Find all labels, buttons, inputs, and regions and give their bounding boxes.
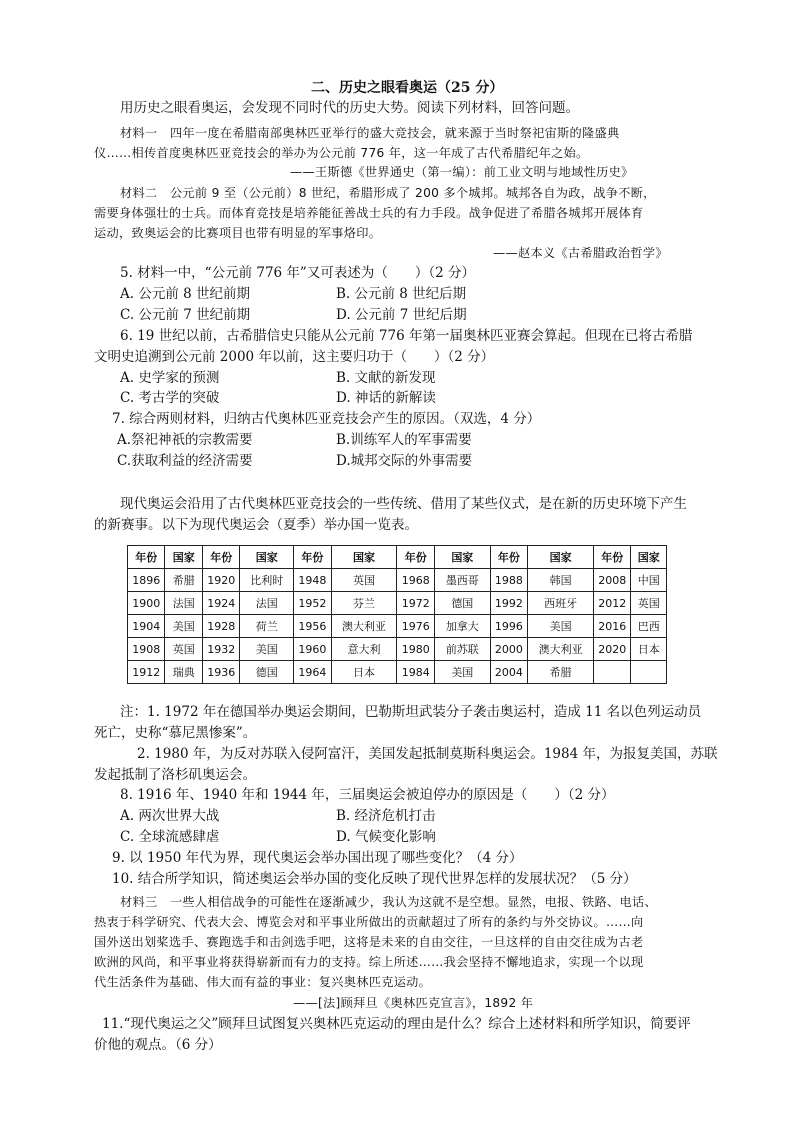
note2-line1: 2. 1980 年，为反对苏联入侵阿富汗，美国发起抵制莫斯科奥运会。1984 年，为报复美国，苏联 [137,746,718,762]
q5-stem: 5. 材料一中，“公元前 776 年”又可表述为（ ）（2 分） [120,265,475,281]
material1-line2: 仪……相传首度奥林匹亚竞技会的举办为公元前 776 年，这一年成了古代希腊纪年之始。 [94,146,589,160]
table-row [128,592,667,615]
table-cell: 1960 [294,638,331,661]
q8-option-c: C. 全球流感肆虐 [120,829,220,845]
table-cell: 1992 [490,592,527,615]
table-cell: 德国 [434,592,490,615]
table-cell: 1952 [294,592,331,615]
q6-option-b: B. 文献的新发现 [336,370,436,386]
q10-stem: 10. 结合所学知识，简述奥运会举办国的变化反映了现代世界怎样的发展状况？（5 分） [112,871,637,887]
q6-stem-line1: 6. 19 世纪以前，古希腊信史只能从公元前 776 年第一届奥林匹亚赛会算起。但现在已将古希腊 [120,328,693,344]
table-cell: 1932 [202,638,239,661]
header-year: 年份 [202,546,239,569]
table-cell: 1896 [128,569,165,592]
table-cell: 英国 [331,569,397,592]
header-year: 年份 [594,546,631,569]
table-cell: 2008 [594,569,631,592]
table-cell: 1980 [397,638,434,661]
table-row [128,569,667,592]
table-cell: 瑞典 [165,661,202,684]
table-cell: 1924 [202,592,239,615]
table-cell: 加拿大 [434,615,490,638]
table-cell: 巴西 [631,615,667,638]
intro-text: 用历史之眼看奥运，会发现不同时代的历史大势。阅读下列材料，回答问题。 [120,100,579,116]
material3-source: ——[法]顾拜旦《奥林匹克宣言》，1892 年 [293,996,534,1010]
q8-option-a: A. 两次世界大战 [120,808,220,824]
table-cell: 1900 [128,592,165,615]
table-cell: 希腊 [528,661,594,684]
table-cell: 美国 [165,615,202,638]
table-cell: 2012 [594,592,631,615]
table-cell: 1988 [490,569,527,592]
table-row [128,661,667,684]
table-cell: 中国 [631,569,667,592]
table-cell: 意大利 [331,638,397,661]
header-country: 国家 [528,546,594,569]
table-cell: 墨西哥 [434,569,490,592]
table-cell: 比利时 [240,569,294,592]
table-row [128,615,667,638]
q6-stem-line2: 文明史追溯到公元前 2000 年以前，这主要归功于（ ）（2 分） [94,349,495,365]
header-year: 年份 [397,546,434,569]
table-cell: 澳大利亚 [528,638,594,661]
header-year: 年份 [294,546,331,569]
q5-option-c: C. 公元前 7 世纪前期 [120,307,251,323]
table-cell: 2000 [490,638,527,661]
table-cell: 1956 [294,615,331,638]
table-cell: 西班牙 [528,592,594,615]
table-cell: 美国 [434,661,490,684]
q11-stem-line1: 11.“现代奥运之父”顾拜旦试图复兴奥林匹克运动的理由是什么？综合上述材料和所学知识，简要评 [102,1016,691,1032]
table-cell: 希腊 [165,569,202,592]
table-cell: 1904 [128,615,165,638]
table-cell: 美国 [240,638,294,661]
table-cell: 1912 [128,661,165,684]
q7-option-c: C.获取利益的经济需要 [117,453,253,469]
table-cell: 韩国 [528,569,594,592]
material3-line4: 欧洲的风尚，和平事业将获得崭新而有力的支持。综上所述……我会坚持不懈地追求，实现一个以现 [94,955,644,969]
header-country: 国家 [165,546,202,569]
table-cell: 1984 [397,661,434,684]
q6-option-a: A. 史学家的预测 [120,370,220,386]
note2-line2: 发起抵制了洛杉矶奥运会。 [94,767,256,783]
q5-option-b: B. 公元前 8 世纪后期 [336,286,467,302]
table-cell: 1948 [294,569,331,592]
table-cell: 前苏联 [434,638,490,661]
q6-option-c: C. 考古学的突破 [120,390,220,406]
table-cell: 英国 [165,638,202,661]
material1-source: ——王斯德《世界通史（第一编）：前工业文明与地域性历史》 [290,165,634,179]
table-cell [631,661,667,684]
note1-line1: 注：1. 1972 年在德国举办奥运会期间，巴勒斯坦武装分子袭击奥运村，造成 11 名以色列运动员 [120,704,702,720]
material3-line1: 材料三 一些人相信战争的可能性在逐渐减少，我认为这就不是空想。显然，电报、铁路、电话、 [120,895,657,909]
q8-stem: 8. 1916 年、1940 年和 1944 年，三届奥运会被迫停办的原因是（ ）（2 分） [120,787,615,803]
table-cell: 1908 [128,638,165,661]
table-cell [594,661,631,684]
material2-line3: 运动，致奥运会的比赛项目也带有明显的军事烙印。 [94,226,382,240]
q5-option-d: D. 公元前 7 世纪后期 [336,307,467,323]
table-cell: 芬兰 [331,592,397,615]
material1-line1: 材料一 四年一度在希腊南部奥林匹亚举行的盛大竞技会，就来源于当时祭祀宙斯的隆盛典 [120,126,620,140]
modern-intro-line1: 现代奥运会沿用了古代奥林匹亚竞技会的一些传统、借用了某些仪式，是在新的历史环境下产生 [120,496,687,512]
table-cell: 法国 [240,592,294,615]
q6-option-d: D. 神话的新解读 [336,390,436,406]
q7-option-d: D.城邦交际的外事需要 [336,453,473,469]
table-cell: 日本 [631,638,667,661]
table-cell: 美国 [528,615,594,638]
table-cell: 1968 [397,569,434,592]
table-cell: 1920 [202,569,239,592]
table-cell: 1996 [490,615,527,638]
header-country: 国家 [240,546,294,569]
table-cell: 1976 [397,615,434,638]
table-cell: 日本 [331,661,397,684]
material3-line5: 代生活条件为基础、伟大而有益的事业：复兴奥林匹克运动。 [94,975,432,989]
q8-option-b: B. 经济危机打击 [336,808,436,824]
q7-option-b: B.训练军人的军事需要 [336,432,472,448]
header-country: 国家 [434,546,490,569]
table-cell: 1964 [294,661,331,684]
q9-stem: 9. 以 1950 年代为界，现代奥运会举办国出现了哪些变化？（4 分） [112,850,523,866]
table-cell: 英国 [631,592,667,615]
table-cell: 1972 [397,592,434,615]
olympic-host-table [127,545,667,684]
q7-stem: 7. 综合两则材料，归纳古代奥林匹亚竞技会产生的原因。（双选，4 分） [112,411,541,427]
table-cell: 2004 [490,661,527,684]
material2-line2: 需要身体强壮的士兵。而体育竞技是培养能征善战士兵的有力手段。战争促进了希腊各城邦开展体育 [94,206,644,220]
material2-line1: 材料二 公元前 9 至（公元前）8 世纪，希腊形成了 200 多个城邦。城邦各自为政，战争不断， [120,186,656,200]
table-cell: 2016 [594,615,631,638]
table-row [128,638,667,661]
header-country: 国家 [631,546,667,569]
table-cell: 德国 [240,661,294,684]
note1-line2: 死亡，史称“慕尼黑惨案”。 [94,725,257,741]
table-header-row [128,546,667,569]
material3-line3: 国外送出划桨选手、赛跑选手和击剑选手吧，这将是未来的自由交往，一旦这样的自由交往成为古老 [94,935,644,949]
section-title: 二、历史之眼看奥运（25 分） [311,80,504,96]
q7-option-a: A.祭祀神祇的宗教需要 [117,432,253,448]
header-year: 年份 [128,546,165,569]
table-cell: 澳大利亚 [331,615,397,638]
modern-intro-line2: 的新赛事。以下为现代奥运会（夏季）举办国一览表。 [94,517,418,533]
q5-option-a: A. 公元前 8 世纪前期 [120,286,251,302]
header-year: 年份 [490,546,527,569]
material2-source: ——赵本义《古希腊政治哲学》 [493,246,668,260]
table-cell: 1936 [202,661,239,684]
table-cell: 1928 [202,615,239,638]
table-cell: 法国 [165,592,202,615]
q11-stem-line2: 价他的观点。（6 分） [94,1037,222,1053]
header-country: 国家 [331,546,397,569]
material3-line2: 热衷于科学研究、代表大会、博览会对和平事业所做出的贡献超过了所有的条约与外交协议。……向 [94,915,644,929]
q8-option-d: D. 气候变化影响 [336,829,436,845]
table-cell: 2020 [594,638,631,661]
table-cell: 荷兰 [240,615,294,638]
